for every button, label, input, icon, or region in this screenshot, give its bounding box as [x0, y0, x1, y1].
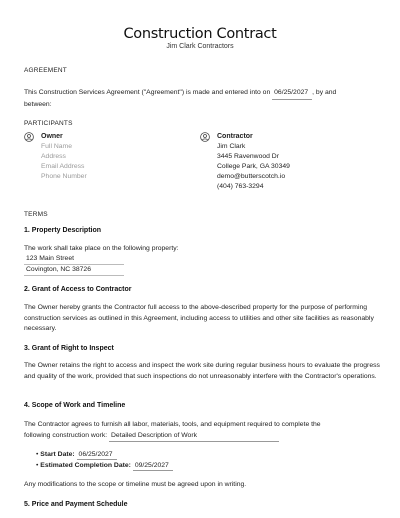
- work-description-field[interactable]: Detailed Description of Work: [109, 431, 279, 443]
- completion-date-field[interactable]: 09/25/2027: [133, 461, 173, 471]
- start-date-label: Start Date:: [40, 451, 75, 458]
- document-title: Construction Contract: [123, 26, 277, 42]
- section-3-text: The Owner retains the right to access and inspect the work site during regular business hours to evaluate the progress and quality of the work, provided that such inspections do not unreasonably interfere with the Contractor's operations.: [24, 362, 380, 380]
- terms-label: TERMS: [24, 211, 48, 218]
- section-4-text-line1: The Contractor agrees to furnish all labor, materials, tools, and equipment required to complete the: [24, 421, 321, 428]
- owner-email-field[interactable]: Email Address: [41, 163, 85, 170]
- property-address-line2-field[interactable]: Covington, NC 38726: [24, 265, 124, 276]
- agreement-paragraph: [24, 88, 380, 110]
- section-4-text: [24, 420, 380, 442]
- contractor-street: 3445 Ravenwood Dr: [217, 153, 279, 160]
- user-icon: [24, 132, 34, 142]
- owner-full-name-field[interactable]: Full Name: [41, 143, 72, 150]
- owner-heading: Owner: [41, 133, 63, 140]
- contractor-email: demo@butterscotch.io: [217, 173, 286, 180]
- completion-date-item: • Estimated Completion Date: 09/25/2027: [36, 461, 173, 471]
- completion-date-label: Estimated Completion Date:: [40, 462, 131, 469]
- start-date-item: • Start Date: 06/25/2027: [36, 450, 117, 460]
- agreement-text-line2: between:: [24, 100, 52, 108]
- participants-label: PARTICIPANTS: [24, 120, 73, 127]
- owner-address-field[interactable]: Address: [41, 153, 66, 160]
- section-4-heading: 4. Scope of Work and Timeline: [24, 402, 126, 409]
- start-date-field[interactable]: 06/25/2027: [77, 450, 117, 460]
- agreement-text-before: This Construction Services Agreement ("Agreement") is made and entered into on: [24, 89, 271, 96]
- section-5-heading: 5. Price and Payment Schedule: [24, 501, 128, 508]
- section-1-text: The work shall take place on the following property:: [24, 245, 179, 252]
- section-4-text-line2: following construction work:: [24, 431, 108, 439]
- contractor-name: Jim Clark: [217, 143, 246, 150]
- contractor-city: College Park, GA 30349: [217, 163, 290, 170]
- section-1-heading: 1. Property Description: [24, 227, 102, 234]
- section-3-heading: 3. Grant of Right to Inspect: [24, 345, 114, 352]
- contractor-phone: (404) 763-3294: [217, 183, 264, 190]
- user-icon: [200, 132, 210, 142]
- section-2-text: The Owner hereby grants the Contractor full access to the above-described property for the purpose of performing construction services as outlined in this Agreement, including access to utilities and other site facilities as reasonably necessary.: [24, 304, 374, 332]
- agreement-date-field[interactable]: 06/25/2027: [272, 88, 312, 100]
- contractor-heading: Contractor: [217, 133, 253, 140]
- property-address-line1-field[interactable]: 123 Main Street: [24, 254, 124, 265]
- agreement-text-after: , by and: [312, 89, 337, 96]
- document-subtitle: Jim Clark Contractors: [166, 43, 234, 50]
- section-2-heading: 2. Grant of Access to Contractor: [24, 286, 132, 293]
- section-4-note: Any modifications to the scope or timeline must be agreed upon in writing.: [24, 481, 247, 488]
- agreement-label: AGREEMENT: [24, 67, 67, 74]
- owner-phone-field[interactable]: Phone Number: [41, 173, 87, 180]
